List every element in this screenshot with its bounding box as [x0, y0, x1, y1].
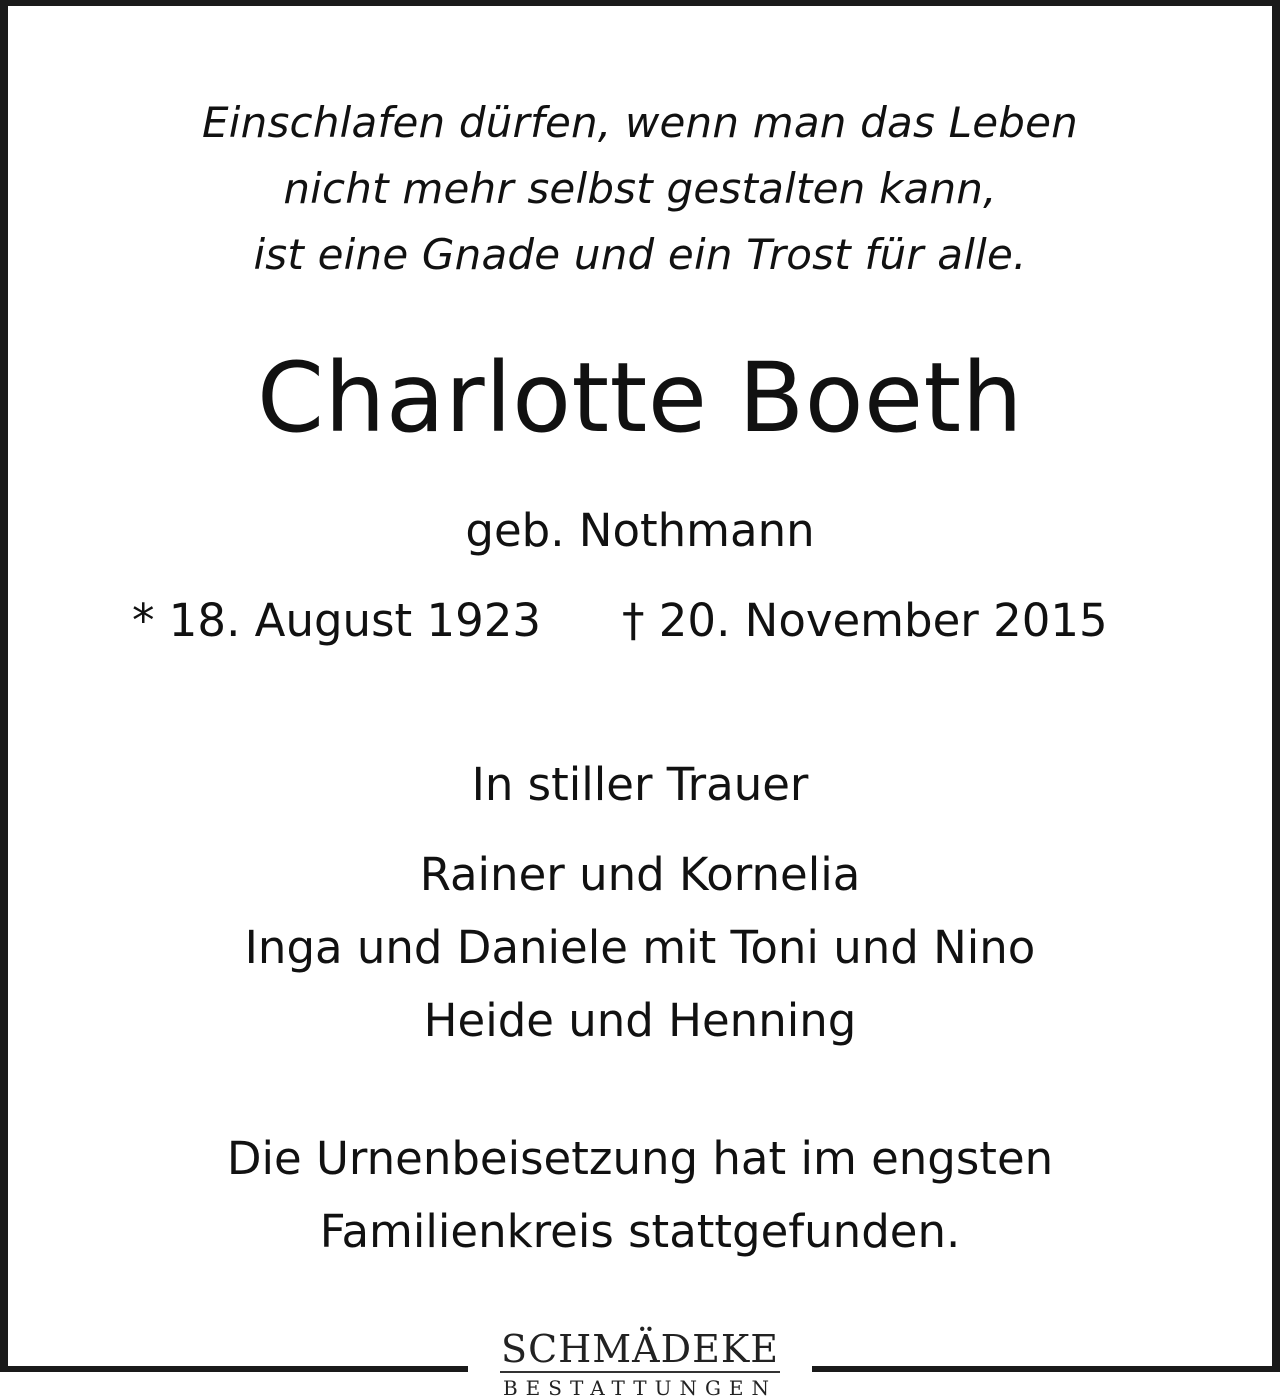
logo-divider	[500, 1371, 780, 1373]
life-dates	[0, 594, 1280, 658]
quote-line-1: Einschlafen dürfen, wenn man das Leben	[202, 98, 1078, 147]
funeral-home-logo-name: SCHMÄDEKE	[501, 1327, 779, 1371]
notice-line-2: Familienkreis stattgefunden.	[319, 1205, 961, 1258]
mourner-line: Heide und Henning	[423, 994, 857, 1047]
border-bottom-right	[812, 1366, 1280, 1372]
maiden-name: geb. Nothmann	[465, 504, 815, 557]
funeral-home-logo-subtitle: BESTATTUNGEN	[502, 1376, 778, 1400]
quote-line-3: ist eine Gnade und ein Trost für alle.	[253, 230, 1027, 279]
mourner-line: Rainer und Kornelia	[419, 848, 861, 901]
deceased-name: Charlotte Boeth	[256, 342, 1024, 454]
notice-line-1: Die Urnenbeisetzung hat im engsten	[226, 1132, 1054, 1185]
border-bottom-left	[0, 1366, 468, 1372]
birth-date: * 18. August 1923	[132, 594, 541, 647]
mourner-line: Inga und Daniele mit Toni und Nino	[244, 921, 1036, 974]
border-top	[0, 0, 1280, 6]
quote-line-2: nicht mehr selbst gestalten kann,	[283, 164, 997, 213]
mourning-heading: In stiller Trauer	[471, 758, 809, 811]
death-date: † 20. November 2015	[622, 594, 1108, 647]
